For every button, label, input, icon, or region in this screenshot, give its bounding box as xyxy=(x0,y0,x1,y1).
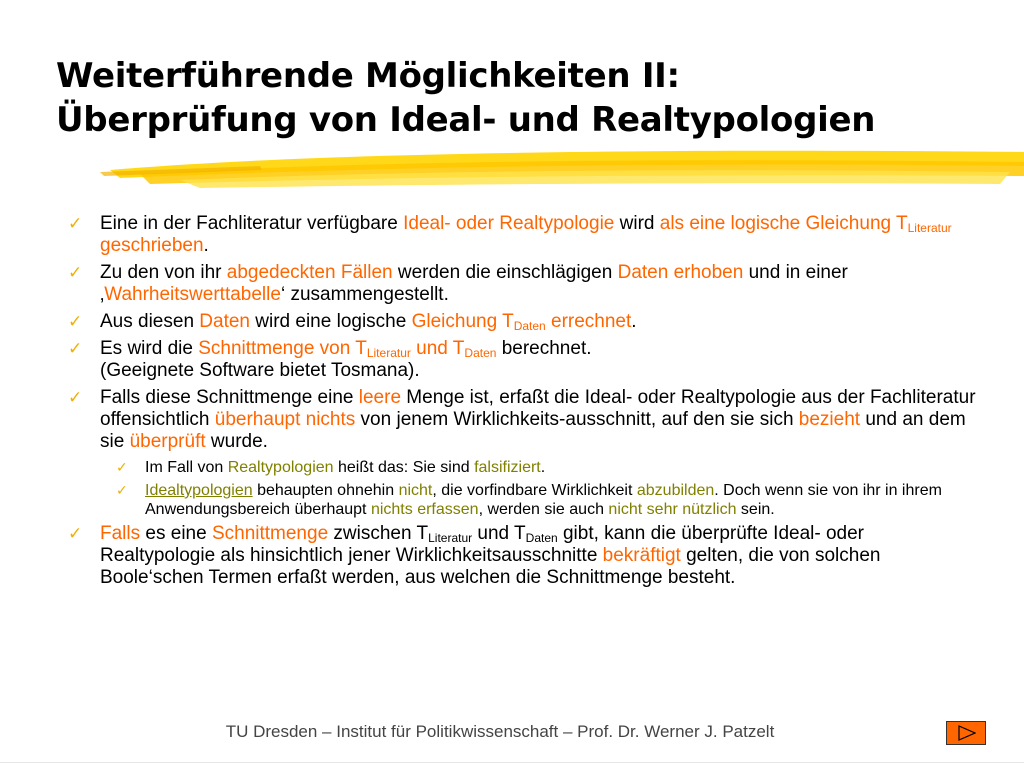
list-item: ✓ Es wird die Schnittmenge von $T_{Literatur}$ und $T_{Daten}$ berechnet. (Geeignete Software bietet Tosmana). xyxy=(68,338,592,381)
divider xyxy=(0,762,1024,763)
check-icon: ✓ xyxy=(68,312,83,331)
idealtypologien-link[interactable]: Idealtypologien xyxy=(145,482,253,499)
check-icon: ✓ xyxy=(116,482,128,498)
check-icon: ✓ xyxy=(68,339,83,358)
play-triangle-icon xyxy=(958,725,976,741)
list-item: ✓ Falls es eine Schnittmenge zwischen $T_{Literatur}$ und $T_{Daten}$ gibt, kann die überprüfte Ideal- oder Realtypologie als hinsichtlich jener Wirklichkeitsausschnitte bekräftigt gelten, die von solchen Boole‘schen Termen erfaßt werden, aus welchen die Schnittmenge besteht. xyxy=(68,523,881,588)
list-item: ✓ Zu den von ihr abgedeckten Fällen werden die einschlägigen Daten erhoben und in einer ‚Wahrheitswerttabelle‘ zusammengestellt. xyxy=(68,262,848,305)
next-slide-button[interactable] xyxy=(946,721,986,745)
bullet-list xyxy=(60,213,980,594)
sub-list-item: ✓ Im Fall von Realtypologien heißt das: Sie sind falsifiziert. xyxy=(116,459,546,476)
title-line-1: Weiterführende Möglichkeiten II: xyxy=(56,56,680,96)
check-icon: ✓ xyxy=(68,524,83,543)
sub-list-item: ✓ Idealtypologien behaupten ohnehin nicht, die vorfindbare Wirklichkeit abzubilden. Doch wenn sie von ihr in ihrem Anwendungsbereich überhaupt nichts erfassen, werden sie auch nicht sehr nützlich sein. xyxy=(116,482,942,518)
check-icon: ✓ xyxy=(116,459,128,475)
list-item: ✓ Falls diese Schnittmenge eine leere Menge ist, erfaßt die Ideal- oder Realtypologie aus der Fachliteratur offensichtlich überhaupt nichts von jenem Wirklichkeits-ausschnitt, auf den sie sich bezieht und an dem sie überprüft wurde. xyxy=(68,387,976,452)
list-item: ✓ Eine in der Fachliteratur verfügbare Ideal- oder Realtypologie wird als eine logische Gleichung $T_{Literatur}$ geschrieben. xyxy=(68,213,952,256)
highlighter-stroke xyxy=(0,140,1024,200)
footer xyxy=(0,722,1024,742)
check-icon: ✓ xyxy=(68,263,83,282)
list-item: ✓ Aus diesen Daten wird eine logische Gleichung $T_{Daten}$ errechnet. xyxy=(68,311,637,333)
title-line-2: Überprüfung von Ideal- und Realtypologien xyxy=(56,100,876,140)
slide-title xyxy=(56,54,1006,142)
check-icon: ✓ xyxy=(68,388,83,407)
check-icon: ✓ xyxy=(68,214,83,233)
footer-text: TU Dresden – Institut für Politikwissenschaft – Prof. Dr. Werner J. Patzelt xyxy=(225,722,775,741)
